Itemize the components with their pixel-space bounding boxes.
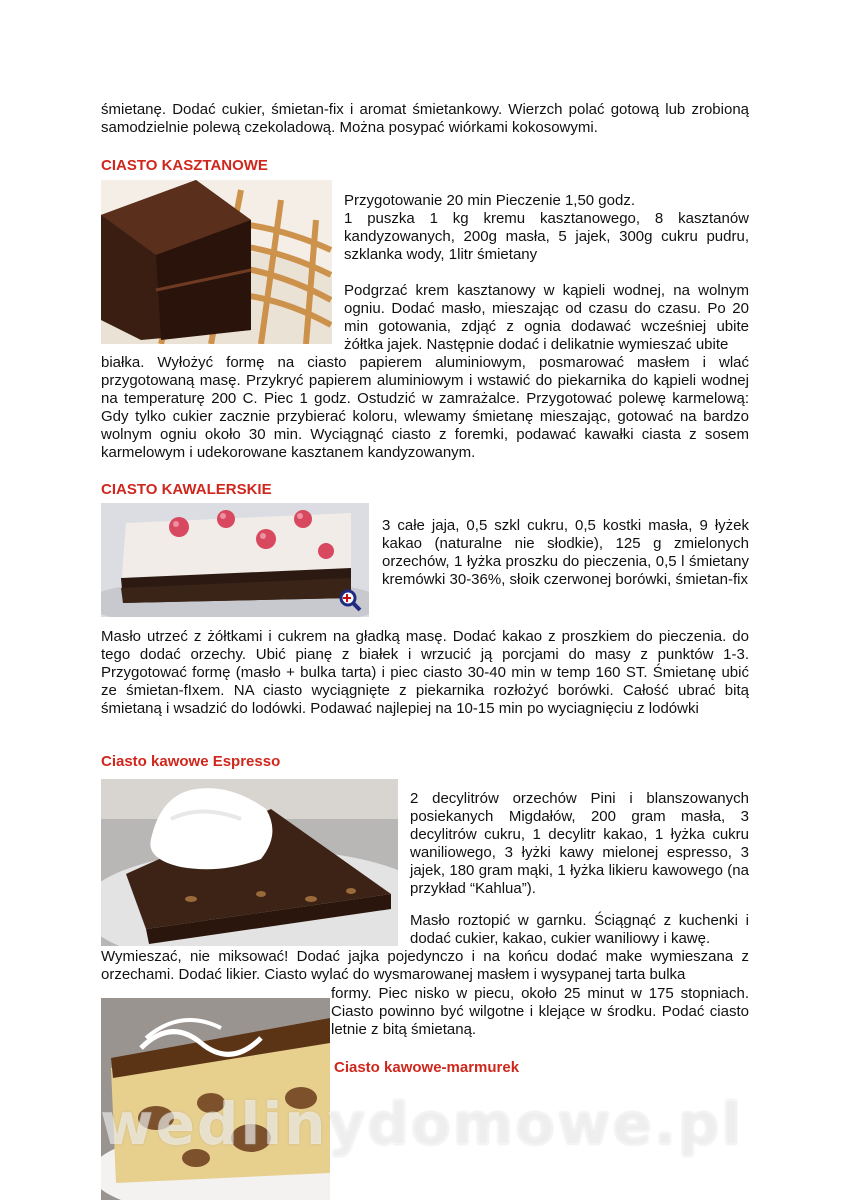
- espresso-cake-photo: [101, 779, 398, 946]
- recipe2-method: Masło utrzeć z żółtkami i cukrem na gładką masę. Dodać kakao z proszkiem do pieczenia. do tego dodać orzechy. Ubić pianę z białek i wrzucić ją porcjami do masy z punktów 1-3. Przygotować formę (masło + bulka tarta) i piec ciasto 30-40 min w temp 160 ST. Śmietanę ubić ze śmietan-fIxem. NA ciasto wyciągnięte z piekarnika rozłożyć borówki. Całość ubrać bitą śmietaną i wsadzić do lodówki. Podawać najlepiej na 10-15 min po wyciagnięciu z lodówki: [101, 628, 749, 717]
- site-watermark: wedlinydomowe.pl: [100, 1090, 744, 1158]
- recipe-title-kawalerskie: CIASTO KAWALERSKIE: [101, 481, 272, 498]
- bachelor-cake-photo: [101, 503, 369, 617]
- recipe-title-marmurek: Ciasto kawowe-marmurek: [334, 1059, 520, 1076]
- recipe-title-espresso: Ciasto kawowe Espresso: [101, 753, 281, 770]
- recipe1-method-side: Podgrzać krem kasztanowy w kąpieli wodnej, na wolnym ogniu. Dodać masło, mieszając od czasu do czasu. Po 20 min gotowania, zdjąć z ognia dodawać wcześniej ubite żółtka jajek. Następnie dodać i delikatnie wymieszać ubite: [344, 282, 749, 353]
- intro-paragraph: śmietanę. Dodać cukier, śmietan-fix i aromat śmietankowy. Wierzch polać gotową lub zrobioną samodzielnie polewą czekoladową. Można posypać wiórkami kokosowymi.: [101, 101, 749, 136]
- recipe3-method-side: Masło roztopić w garnku. Ściągnąć z kuchenki i dodać cukier, kakao, cukier waniliowy i kawę.: [410, 912, 749, 947]
- recipe3-method: Wymieszać, nie miksować! Dodać jajka pojedynczo i na końcu dodać make wymieszana z orzechami. Dodać likier. Ciasto wylać do wysmarowanej masłem i wysypanej tarta bulka: [101, 948, 749, 983]
- recipe3-method-end: formy. Piec nisko w piecu, około 25 minut w 175 stopniach. Ciasto powinno być wilgotne i klejące w środku. Podać ciasto letnie z bitą śmietaną.: [331, 985, 749, 1038]
- recipe3-ingredients: 2 decylitrów orzechów Pini i blanszowanych posiekanych Migdałów, 200 gram masła, 3 decylitrów cukru, 1 decylitr kakao, 1 łyżka cukru waniliowego, 3 łyżki kawy mielonej espresso, 3 jajek, 180 gram mąki, 1 łyżka likieru kawowego (na przykład “Kahlua”).: [410, 790, 749, 897]
- recipe1-time: Przygotowanie 20 min Pieczenie 1,50 godz.: [344, 192, 636, 209]
- magnifier-icon[interactable]: [338, 588, 362, 612]
- recipe-title-kasztanowe: CIASTO KASZTANOWE: [101, 157, 268, 174]
- chestnut-cake-photo: [101, 180, 332, 344]
- recipe2-ingredients: 3 całe jaja, 0,5 szkl cukru, 0,5 kostki masła, 9 łyżek kakao (naturalne nie słodkie), 125 g zmielonych orzechów, 1 łyżka proszku do pieczenia, 0,5 l śmietany kremówki 30-36%, słoik czerwonej borówki, śmietan-fix: [382, 517, 749, 588]
- recipe1-ingredients: 1 puszka 1 kg kremu kasztanowego, 8 kasztanów kandyzowanych, 200g masła, 5 jajek, 300g cukru pudru, szklanka wody, 1litr śmietany: [344, 210, 749, 263]
- recipe1-method: białka. Wyłożyć formę na ciasto papierem aluminiowym, posmarować masłem i wlać przygotowaną masę. Przykryć papierem aluminiowym i wstawić do piekarnika do kąpieli wodnej na temperaturę 200 C. Piec 1 godz. Ostudzić w zamrażalce. Przygotować polewę karmelową: Gdy tylko cukier zacznie przybierać koloru, wlewamy śmietanę mieszając, gotować na bardzo wolnym ogniu około 30 min. Wyciągnąć ciasto z foremki, podawać kawałki ciasta z sosem karmelowym i udekorowane kasztanem kandyzowanym.: [101, 354, 749, 461]
